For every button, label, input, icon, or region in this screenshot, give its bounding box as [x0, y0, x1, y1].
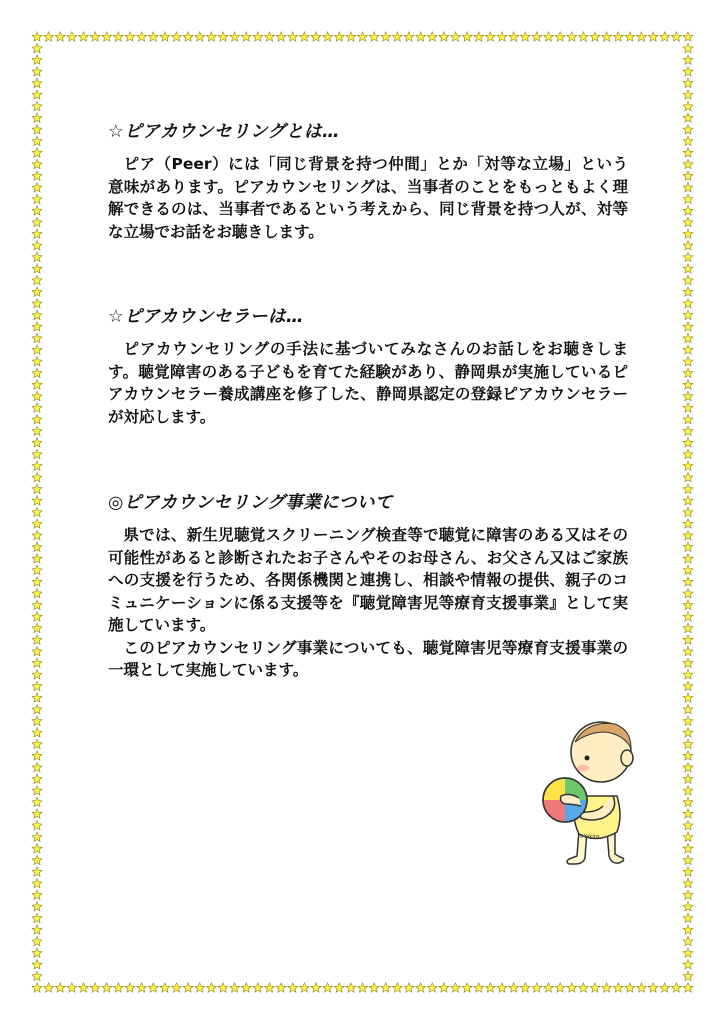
star-icon — [32, 612, 42, 621]
star-icon — [451, 32, 461, 41]
star-icon — [148, 32, 158, 41]
star-icon — [160, 32, 170, 41]
star-icon — [683, 658, 693, 667]
star-icon — [683, 971, 693, 980]
star-icon — [241, 983, 251, 992]
star-icon — [32, 902, 42, 911]
star-icon — [578, 32, 588, 41]
star-icon — [683, 32, 693, 41]
star-icon — [683, 774, 693, 783]
star-icon — [683, 983, 693, 992]
star-icon — [683, 809, 693, 818]
star-icon — [683, 391, 693, 400]
star-icon — [439, 32, 449, 41]
star-icon — [683, 832, 693, 841]
star-icon — [32, 600, 42, 609]
star-icon — [32, 171, 42, 180]
star-icon — [206, 32, 216, 41]
star-icon — [32, 716, 42, 725]
star-icon — [683, 333, 693, 342]
star-icon — [683, 786, 693, 795]
star-icon — [55, 983, 65, 992]
star-icon — [683, 844, 693, 853]
star-icon — [32, 415, 42, 424]
star-icon — [683, 322, 693, 331]
star-icon — [102, 32, 112, 41]
star-icon — [32, 878, 42, 887]
star-icon — [683, 194, 693, 203]
star-icon — [148, 983, 158, 992]
star-icon — [590, 983, 600, 992]
star-icon — [369, 32, 379, 41]
star-icon — [32, 252, 42, 261]
star-icon — [683, 159, 693, 168]
star-icon — [32, 774, 42, 783]
star-icon — [509, 32, 519, 41]
star-icon — [32, 473, 42, 482]
star-icon — [32, 832, 42, 841]
star-icon — [590, 32, 600, 41]
star-icon — [32, 936, 42, 945]
star-icon — [555, 32, 565, 41]
star-icon — [79, 32, 89, 41]
star-icon — [32, 275, 42, 284]
star-icon — [32, 507, 42, 516]
baby-with-ball-illustration — [535, 718, 645, 868]
star-icon — [265, 983, 275, 992]
star-icon — [683, 565, 693, 574]
star-icon — [32, 55, 42, 64]
star-icon — [32, 229, 42, 238]
star-icon — [67, 32, 77, 41]
star-icon — [683, 820, 693, 829]
star-icon — [32, 646, 42, 655]
star-icon — [32, 890, 42, 899]
star-icon — [32, 345, 42, 354]
star-icon — [381, 983, 391, 992]
star-icon — [474, 983, 484, 992]
star-icon — [160, 983, 170, 992]
star-icon — [671, 983, 681, 992]
star-icon — [32, 809, 42, 818]
star-icon — [520, 983, 530, 992]
star-icon — [218, 32, 228, 41]
star-icon — [683, 299, 693, 308]
star-icon — [32, 786, 42, 795]
star-icon — [55, 32, 65, 41]
star-icon — [683, 368, 693, 377]
star-icon — [230, 983, 240, 992]
star-icon — [32, 136, 42, 145]
star-icon — [613, 32, 623, 41]
star-icon — [32, 391, 42, 400]
star-icon — [683, 55, 693, 64]
star-icon — [276, 32, 286, 41]
star-icon — [683, 241, 693, 250]
star-icon — [683, 357, 693, 366]
section-heading: ☆ピアカウンセラーは… — [108, 307, 305, 327]
star-icon — [358, 983, 368, 992]
section-paragraph: ピア（Peer）には「同じ背景を持つ仲間」とか「対等な立場」という意味があります。ピアカウンセリングは、当事者のことをもっともよく理解できるのは、当事者であるという考えから、同じ背景を持つ人が、対等な立場でお話をお聴きします。 — [108, 155, 628, 241]
star-icon — [125, 983, 135, 992]
star-icon — [555, 983, 565, 992]
star-icon — [32, 728, 42, 737]
star-icon — [683, 380, 693, 389]
star-icon — [288, 983, 298, 992]
star-icon — [392, 32, 402, 41]
star-icon — [578, 983, 588, 992]
star-icon — [183, 983, 193, 992]
star-icon — [683, 78, 693, 87]
star-icon — [683, 751, 693, 760]
star-icon — [683, 217, 693, 226]
star-icon — [660, 32, 670, 41]
star-icon — [439, 983, 449, 992]
star-icon — [32, 693, 42, 702]
star-icon — [32, 299, 42, 308]
star-icon — [32, 519, 42, 528]
star-icon — [683, 507, 693, 516]
star-icon — [195, 32, 205, 41]
section-peer-counselor — [108, 303, 628, 428]
star-icon — [311, 32, 321, 41]
star-icon — [683, 797, 693, 806]
star-icon — [625, 983, 635, 992]
star-icon — [683, 762, 693, 771]
star-icon — [32, 78, 42, 87]
star-icon — [32, 287, 42, 296]
star-icon — [288, 32, 298, 41]
star-icon — [32, 90, 42, 99]
star-icon — [32, 264, 42, 273]
star-icon — [683, 855, 693, 864]
star-icon — [32, 333, 42, 342]
star-icon — [683, 693, 693, 702]
star-icon — [683, 704, 693, 713]
star-icon — [567, 983, 577, 992]
star-icon — [32, 310, 42, 319]
star-icon — [32, 635, 42, 644]
star-icon — [683, 101, 693, 110]
star-icon — [683, 728, 693, 737]
star-icon — [544, 983, 554, 992]
star-icon — [683, 588, 693, 597]
star-icon — [32, 101, 42, 110]
star-icon — [462, 32, 472, 41]
star-icon — [32, 183, 42, 192]
star-icon — [32, 322, 42, 331]
star-icon — [485, 32, 495, 41]
star-icon — [44, 32, 54, 41]
star-icon — [683, 67, 693, 76]
star-icon — [32, 739, 42, 748]
star-icon — [32, 159, 42, 168]
star-icon — [683, 670, 693, 679]
star-icon — [67, 983, 77, 992]
star-icon — [683, 171, 693, 180]
section-peer-counseling — [108, 118, 628, 243]
star-icon — [32, 206, 42, 215]
star-icon — [485, 983, 495, 992]
star-icon — [613, 983, 623, 992]
star-icon — [683, 646, 693, 655]
star-icon — [137, 32, 147, 41]
star-icon — [683, 183, 693, 192]
star-icon — [323, 32, 333, 41]
star-icon — [683, 531, 693, 540]
star-icon — [683, 716, 693, 725]
section-counseling-program — [108, 489, 628, 682]
star-icon — [683, 519, 693, 528]
star-icon — [671, 32, 681, 41]
star-icon — [113, 32, 123, 41]
star-icon — [404, 983, 414, 992]
star-icon — [683, 600, 693, 609]
star-icon — [683, 229, 693, 238]
star-icon — [462, 983, 472, 992]
star-icon — [683, 635, 693, 644]
star-icon — [683, 913, 693, 922]
star-icon — [32, 113, 42, 122]
star-icon — [32, 577, 42, 586]
star-icon — [520, 32, 530, 41]
star-icon — [32, 32, 42, 41]
star-icon — [602, 983, 612, 992]
star-icon — [32, 844, 42, 853]
star-icon — [32, 751, 42, 760]
star-icon — [32, 867, 42, 876]
star-icon — [416, 32, 426, 41]
star-icon — [497, 32, 507, 41]
star-icon — [32, 623, 42, 632]
star-icon — [32, 194, 42, 203]
star-icon — [32, 554, 42, 563]
star-icon — [32, 948, 42, 957]
star-icon — [683, 902, 693, 911]
star-icon — [32, 43, 42, 52]
star-icon — [625, 32, 635, 41]
star-icon — [218, 983, 228, 992]
star-icon — [648, 983, 658, 992]
star-icon — [311, 983, 321, 992]
star-icon — [683, 612, 693, 621]
star-icon — [683, 403, 693, 412]
star-icon — [32, 681, 42, 690]
star-icon — [683, 878, 693, 887]
star-icon — [683, 623, 693, 632]
star-icon — [683, 438, 693, 447]
star-icon — [32, 357, 42, 366]
star-icon — [32, 658, 42, 667]
star-icon — [195, 983, 205, 992]
star-icon — [32, 670, 42, 679]
star-icon — [358, 32, 368, 41]
star-icon — [32, 797, 42, 806]
star-icon — [113, 983, 123, 992]
star-icon — [602, 32, 612, 41]
star-icon — [683, 925, 693, 934]
star-icon — [683, 43, 693, 52]
star-icon — [32, 148, 42, 157]
star-icon — [683, 948, 693, 957]
star-icon — [32, 368, 42, 377]
star-icon — [346, 32, 356, 41]
star-icon — [241, 32, 251, 41]
star-icon — [32, 855, 42, 864]
star-icon — [427, 983, 437, 992]
star-icon — [32, 704, 42, 713]
section-heading: ◎ピアカウンセリング事業について — [108, 493, 393, 513]
star-icon — [683, 287, 693, 296]
star-icon — [683, 252, 693, 261]
star-icon — [79, 983, 89, 992]
star-icon — [32, 449, 42, 458]
star-icon — [416, 983, 426, 992]
star-icon — [32, 125, 42, 134]
star-icon — [567, 32, 577, 41]
star-icon — [683, 136, 693, 145]
star-icon — [660, 983, 670, 992]
star-icon — [172, 32, 182, 41]
star-icon — [323, 983, 333, 992]
star-icon — [544, 32, 554, 41]
star-icon — [299, 983, 309, 992]
star-icon — [532, 32, 542, 41]
star-icon — [404, 32, 414, 41]
star-icon — [683, 264, 693, 273]
star-icon — [683, 426, 693, 435]
star-icon — [32, 983, 42, 992]
star-icon — [509, 983, 519, 992]
star-icon — [172, 983, 182, 992]
star-icon — [346, 983, 356, 992]
star-icon — [683, 960, 693, 969]
star-icon — [32, 762, 42, 771]
star-icon — [299, 32, 309, 41]
star-icon — [381, 32, 391, 41]
star-icon — [683, 206, 693, 215]
star-icon — [276, 983, 286, 992]
star-icon — [683, 542, 693, 551]
star-icon — [206, 983, 216, 992]
star-icon — [683, 496, 693, 505]
section-heading: ☆ピアカウンセリングとは… — [108, 122, 341, 142]
star-icon — [683, 461, 693, 470]
star-icon — [683, 554, 693, 563]
star-icon — [683, 275, 693, 284]
section-paragraph: このピアカウンセリング事業についても、聴覚障害児等療育支援事業の一環として実施しています。 — [108, 638, 628, 679]
star-icon — [683, 415, 693, 424]
star-icon — [683, 739, 693, 748]
star-icon — [32, 820, 42, 829]
star-icon — [32, 217, 42, 226]
star-icon — [32, 531, 42, 540]
star-icon — [253, 32, 263, 41]
star-icon — [32, 971, 42, 980]
star-icon — [32, 588, 42, 597]
star-icon — [32, 461, 42, 470]
star-icon — [334, 983, 344, 992]
star-icon — [637, 32, 647, 41]
star-icon — [32, 67, 42, 76]
star-icon — [32, 542, 42, 551]
star-icon — [90, 983, 100, 992]
star-icon — [497, 983, 507, 992]
star-icon — [683, 90, 693, 99]
star-icon — [451, 983, 461, 992]
star-icon — [392, 983, 402, 992]
star-icon — [32, 438, 42, 447]
star-icon — [683, 484, 693, 493]
star-icon — [683, 310, 693, 319]
star-icon — [683, 681, 693, 690]
star-icon — [683, 125, 693, 134]
star-icon — [32, 403, 42, 412]
star-icon — [253, 983, 263, 992]
star-icon — [230, 32, 240, 41]
star-icon — [683, 148, 693, 157]
star-icon — [90, 32, 100, 41]
star-icon — [32, 426, 42, 435]
star-icon — [32, 484, 42, 493]
star-icon — [183, 32, 193, 41]
star-icon — [32, 380, 42, 389]
star-icon — [683, 113, 693, 122]
star-icon — [265, 32, 275, 41]
star-icon — [474, 32, 484, 41]
star-icon — [532, 983, 542, 992]
star-icon — [32, 496, 42, 505]
star-icon — [334, 32, 344, 41]
star-icon — [683, 936, 693, 945]
star-icon — [683, 449, 693, 458]
section-paragraph: ピアカウンセリングの手法に基づいてみなさんのお話しをお聴きします。聴覚障害のある子どもを育てた経験があり、静岡県が実施しているピアカウンセラー養成講座を修了した、静岡県認定の登録ピアカウンセラーが対応します。 — [108, 340, 628, 426]
star-icon — [683, 345, 693, 354]
star-icon — [32, 960, 42, 969]
illustration-credit: ©Yakins — [579, 834, 600, 840]
star-icon — [32, 565, 42, 574]
star-icon — [125, 32, 135, 41]
star-icon — [32, 925, 42, 934]
star-icon — [427, 32, 437, 41]
star-icon — [102, 983, 112, 992]
star-icon — [683, 473, 693, 482]
star-icon — [637, 983, 647, 992]
section-paragraph: 県では、新生児聴覚スクリーニング検査等で聴覚に障害のある又はその可能性があると診断されたお子さんやそのお母さん、お父さん又はご家族への支援を行うため、各関係機関と連携し、相談や情報の提供、親子のコミュニケーションに係る支援等を『聴覚障害児等療育支援事業』として実施しています。 — [108, 526, 628, 634]
star-icon — [683, 577, 693, 586]
star-icon — [683, 867, 693, 876]
star-icon — [137, 983, 147, 992]
star-icon — [648, 32, 658, 41]
star-icon — [32, 241, 42, 250]
star-icon — [32, 913, 42, 922]
star-icon — [683, 890, 693, 899]
star-icon — [44, 983, 54, 992]
star-icon — [369, 983, 379, 992]
